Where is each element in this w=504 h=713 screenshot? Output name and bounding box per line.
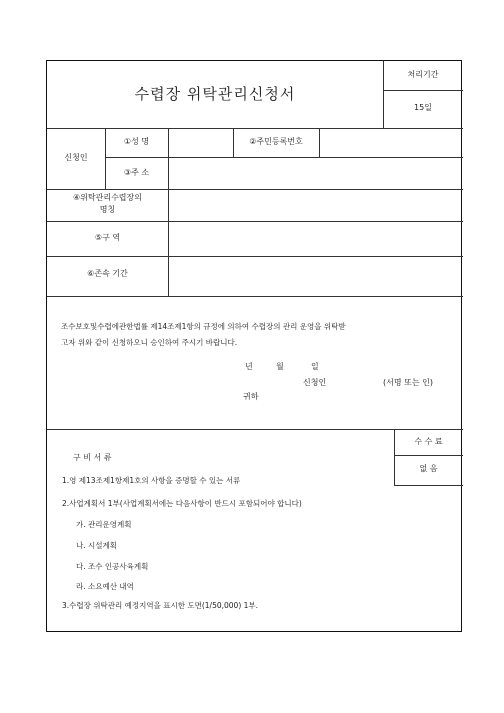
fee-box-bottom bbox=[394, 485, 463, 486]
date-month-label: 월 bbox=[276, 362, 284, 371]
documents-item-1: 1.영 제13조제1항제1호의 사항을 증명할 수 있는 서류 bbox=[62, 476, 241, 485]
header-bottom-rule bbox=[47, 128, 463, 129]
recipient-label: 귀하 bbox=[243, 392, 259, 401]
period-label: ⑥존속 기간 bbox=[87, 269, 128, 278]
fee-box-mid bbox=[394, 455, 463, 456]
area-row-bottom bbox=[47, 256, 463, 257]
documents-item-3: 3.수렵장 위탁관리 예정지역을 표시한 도면(1/50,000) 1부. bbox=[62, 601, 259, 610]
signature-applicant-label: 신청인 bbox=[303, 378, 327, 387]
documents-sub-c: 다. 조수 인공사육계획 bbox=[76, 562, 149, 571]
application-form bbox=[46, 60, 462, 632]
processing-divider bbox=[383, 90, 463, 91]
fee-label: 수 수 료 bbox=[414, 437, 443, 446]
date-day-label: 일 bbox=[311, 362, 319, 371]
name-row-bottom bbox=[105, 157, 463, 158]
label-col bbox=[168, 128, 169, 296]
documents-sub-a: 가. 관리운영계획 bbox=[76, 520, 132, 529]
processing-period-value: 15일 bbox=[414, 103, 432, 112]
processing-period-label: 처리기간 bbox=[407, 70, 439, 79]
period-row-bottom bbox=[47, 296, 463, 297]
area-label: ⑤구 역 bbox=[94, 233, 121, 242]
hunting-ground-name-label-2: 명칭 bbox=[99, 205, 116, 214]
statement-bottom-rule bbox=[47, 429, 463, 430]
documents-sub-b: 나. 시설계획 bbox=[76, 541, 117, 550]
rrn-label: ②주민등록번호 bbox=[249, 137, 303, 146]
date-year-label: 년 bbox=[245, 362, 253, 371]
applicant-group-label: 신청인 bbox=[64, 153, 88, 162]
hunting-ground-name-label-1: ④위탁관리수렵장의 bbox=[73, 193, 142, 202]
documents-sub-d: 라. 소요예산 내역 bbox=[76, 582, 134, 591]
hunting-name-row-bottom bbox=[47, 221, 463, 222]
rrn-label-right bbox=[319, 128, 320, 157]
statement-line-1: 조수보호및수렵에관한법률 제14조제1항의 규정에 의하여 수렵장의 관리 운영을 위탁받 bbox=[61, 322, 346, 331]
name-label: ①성 명 bbox=[123, 137, 150, 146]
fee-value: 없 음 bbox=[419, 464, 438, 473]
documents-heading: 구 비 서 류 bbox=[73, 453, 112, 462]
address-label: ③주 소 bbox=[123, 168, 150, 177]
documents-item-2: 2.사업계획서 1부(사업계획서에는 다음사항이 반드시 포함되어야 합니다) bbox=[62, 499, 302, 508]
statement-line-2: 고자 위와 같이 신청하오니 승인하여 주시기 바랍니다. bbox=[61, 338, 238, 347]
signature-note: (서명 또는 인) bbox=[383, 378, 433, 387]
address-row-bottom bbox=[47, 189, 463, 190]
form-title: 수렵장 위탁관리신청서 bbox=[134, 85, 296, 103]
